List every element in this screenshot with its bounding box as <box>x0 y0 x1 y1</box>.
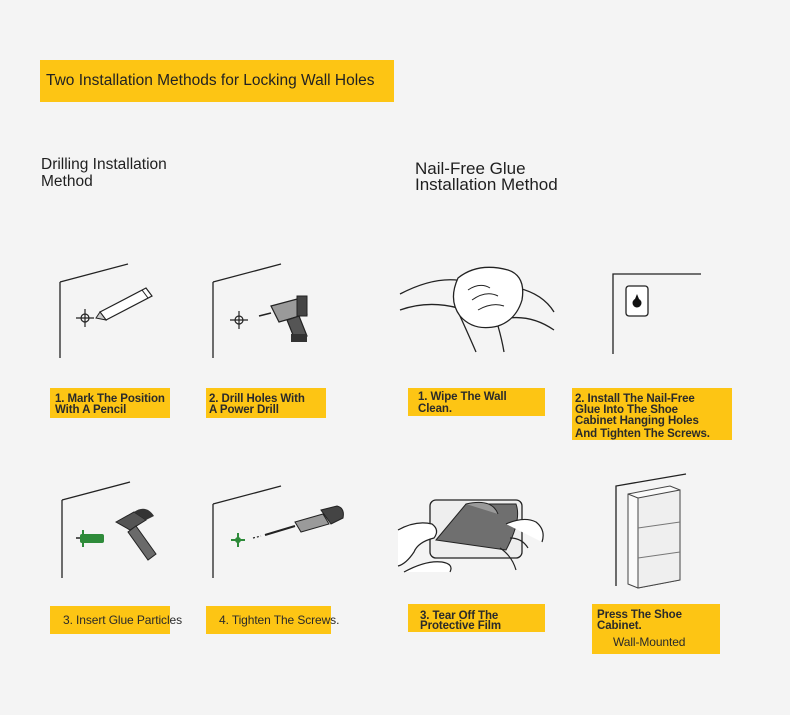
glue-title-line1: Nail-Free Glue <box>415 159 526 178</box>
step-3-line1: 3. Insert Glue Particles <box>63 613 182 627</box>
step-mark-position-label <box>50 388 170 418</box>
glue-step-2-line2: Glue Into The Shoe <box>575 404 678 416</box>
glue-step-4-line2: Cabinet. <box>597 620 642 632</box>
glue-step-2-line3: Cabinet Hanging Holes <box>575 415 699 427</box>
glue-step-2-line1: 2. Install The Nail-Free <box>575 393 695 405</box>
glue-step-3-line1: 3. Tear Off The <box>420 610 499 622</box>
step-2-line1: 2. Drill Holes With <box>209 393 305 405</box>
step-wipe-wall-label <box>408 388 545 416</box>
hand-cloth-icon <box>453 267 522 352</box>
wipe-wall-illustration <box>398 260 558 355</box>
step-1-line2: With A Pencil <box>55 404 127 416</box>
drilling-title-line1: Drilling Installation <box>41 156 167 173</box>
hammer-icon <box>116 509 156 560</box>
wall-mounted-cabinet-illustration <box>612 472 692 590</box>
drilling-title-line2: Method <box>41 173 93 190</box>
glue-step-4-line1: Press The Shoe <box>597 609 682 621</box>
step-drill-holes-label <box>206 388 326 418</box>
step-tear-film-label <box>408 604 545 632</box>
crosshair-icon <box>231 533 245 547</box>
glue-step-1-line1: 1. Wipe The Wall <box>418 391 507 403</box>
glue-step-3-line2: Protective Film <box>420 620 501 632</box>
drill-holes-illustration <box>203 258 323 363</box>
tighten-screws-illustration <box>203 478 353 583</box>
glue-particle-icon <box>76 530 104 547</box>
step-tighten-screws-label <box>206 606 340 634</box>
step-1-line1: 1. Mark The Position <box>55 393 165 405</box>
step-insert-glue-label <box>50 606 182 634</box>
pencil-icon <box>96 288 152 320</box>
glue-step-4-line3: Wall-Mounted <box>613 635 686 649</box>
crosshair-icon <box>230 311 248 329</box>
adhesive-pad-icon <box>430 500 522 558</box>
glue-title-line2: Installation Method <box>415 175 558 194</box>
step-2-line2: A Power Drill <box>209 404 279 416</box>
power-drill-icon <box>259 296 307 342</box>
drilling-method-title <box>41 156 167 190</box>
insert-glue-illustration <box>50 478 170 583</box>
shoe-cabinet-icon <box>628 486 680 588</box>
hanging-hole-icon <box>626 286 648 316</box>
screwdriver-icon <box>253 506 343 538</box>
glue-method-title <box>415 161 558 193</box>
step-install-glue-label <box>572 388 732 440</box>
glue-step-2-line4: And Tighten The Screws. <box>575 428 710 440</box>
tear-film-illustration <box>396 490 556 580</box>
hanging-hole-illustration <box>605 266 715 358</box>
step-4-line1: 4. Tighten The Screws. <box>219 613 340 627</box>
crosshair-icon <box>76 309 94 327</box>
glue-step-1-line2: Clean. <box>418 403 452 415</box>
mark-position-illustration <box>50 258 160 363</box>
page-title: Two Installation Methods for Locking Wall Holes <box>46 72 375 89</box>
step-press-cabinet-label <box>592 604 720 654</box>
